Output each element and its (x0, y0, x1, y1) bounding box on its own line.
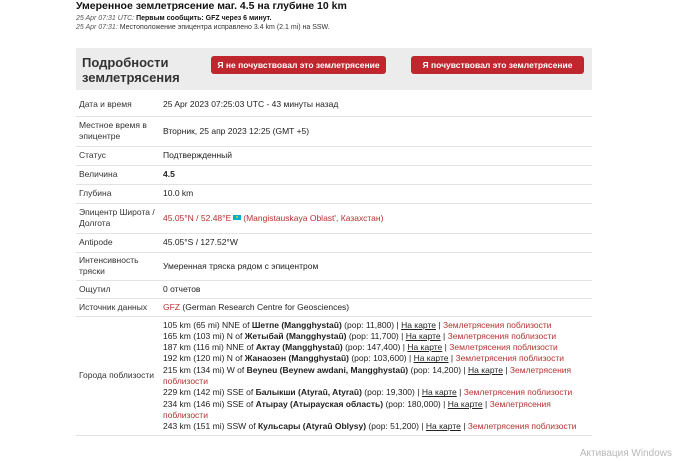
city-name: Атырау (Атырауская область) (255, 398, 384, 409)
update-log (76, 14, 330, 32)
local-time-value: Вторник, 25 апр 2023 12:25 (GMT +5) (163, 116, 592, 146)
local-time-label: Местное время в эпицентре (76, 116, 163, 146)
magnitude-label: Величина (76, 165, 163, 184)
nearby-quakes-link[interactable]: Землетрясения поблизости (163, 364, 572, 386)
row-depth (76, 184, 592, 203)
city-name: Шетпе (Mangghystaū) (251, 319, 342, 330)
city-distance: 243 km (151 mi) SSW of (163, 421, 258, 432)
datetime-value: 25 Apr 2023 07:25:03 UTC - 43 минуты назад (163, 93, 592, 116)
source-fullname: (German Research Centre for Geosciences) (182, 301, 350, 312)
felt-value: 0 отчетов (163, 280, 592, 298)
city-map-link[interactable]: На карте (468, 364, 503, 375)
city-population: (pop: 103,600) (348, 353, 409, 364)
update-entry (76, 14, 330, 23)
epicenter-label: Эпицентр Широта / Долгота (76, 203, 163, 233)
city-population: (pop: 19,300) (361, 387, 418, 398)
nearby-quakes-link[interactable]: Землетрясения поблизости (449, 342, 558, 353)
city-entry (163, 331, 592, 342)
status-value: Подтвержденный (163, 146, 592, 165)
city-distance: 234 km (146 mi) SSE of (163, 398, 256, 409)
source-link[interactable]: GFZ (163, 301, 180, 312)
panel-title-line2: землетрясения (82, 70, 180, 85)
city-population: (pop: 14,200) (408, 364, 464, 375)
epicenter-coords-link[interactable]: 45.05°N / 52.48°E (163, 212, 232, 223)
city-population: (pop: 180,000) (383, 398, 444, 409)
row-felt (76, 280, 592, 298)
city-map-link[interactable]: На карте (447, 398, 483, 409)
epicenter-region: (Mangistauskaya Oblast', Казахстан) (243, 212, 384, 223)
link-separator: | (460, 421, 468, 432)
cities-label: Города поблизости (76, 316, 163, 436)
nearby-quakes-link[interactable]: Землетрясения поблизости (163, 398, 551, 420)
status-label: Статус (76, 146, 163, 165)
nearby-quakes-link[interactable]: Землетрясения поблизости (442, 319, 552, 330)
link-separator: | (408, 353, 414, 364)
city-name: Балыкши (Atyraū, Atyraū) (255, 387, 362, 398)
city-distance: 187 km (116 mi) NNE of (163, 342, 256, 353)
city-map-link[interactable]: На карте (413, 353, 449, 364)
depth-label: Глубина (76, 184, 163, 203)
link-separator: | (401, 330, 406, 341)
datetime-label: Дата и время (76, 93, 163, 116)
city-population: (pop: 51,200) (366, 421, 422, 432)
city-distance: 105 km (65 mi) NNE of (163, 319, 252, 330)
update-entry (76, 23, 330, 32)
intensity-value: Умеренная тряска рядом с эпицентром (163, 252, 592, 280)
city-name: Актау (Mangghystaū) (255, 342, 343, 353)
antipode-label: Antipode (76, 233, 163, 252)
city-entry (163, 365, 592, 388)
link-separator: | (436, 319, 443, 330)
city-entry (163, 421, 592, 432)
source-value (163, 298, 592, 316)
city-entry (163, 353, 592, 364)
city-distance: 165 km (103 mi) N of (163, 330, 245, 341)
nearby-quakes-link[interactable]: Землетрясения поблизости (467, 421, 577, 432)
nearby-quakes-link[interactable]: Землетрясения поблизости (455, 353, 565, 364)
panel-title (82, 55, 180, 85)
epicenter-value (163, 203, 592, 233)
city-distance: 215 km (134 mi) W of (163, 364, 247, 375)
update-text: Первым сообщить: GFZ через 6 минут. (136, 15, 272, 22)
link-separator: | (440, 330, 448, 341)
city-map-link[interactable]: На карте (407, 342, 443, 353)
felt-label: Ощутил (76, 280, 163, 298)
update-time: 25 Apr 07:31: (76, 24, 118, 31)
windows-activation-watermark: Активация Windows (579, 448, 672, 459)
link-separator: | (417, 387, 422, 398)
city-distance: 229 km (142 mi) SSE of (163, 387, 256, 398)
kazakhstan-flag-icon (233, 215, 241, 220)
depth-value: 10.0 km (163, 184, 592, 203)
city-name: Кульсары (Atyraū Oblysy) (257, 421, 367, 432)
link-separator: | (421, 421, 426, 432)
city-name: Жанаозен (Mangghystaū) (244, 353, 349, 364)
row-status (76, 146, 592, 165)
intensity-label: Интенсивность тряски (76, 252, 163, 280)
antipode-link[interactable]: 45.05°S / 127.52°W (163, 233, 592, 252)
panel-title-line1: Подробности (82, 55, 169, 70)
row-magnitude (76, 165, 592, 184)
details-panel-header (76, 48, 592, 90)
link-separator: | (402, 342, 408, 353)
link-separator: | (442, 342, 450, 353)
nearby-quakes-link[interactable]: Землетрясения поблизости (463, 387, 573, 398)
city-population: (pop: 147,400) (342, 342, 403, 353)
row-epicenter (76, 203, 592, 233)
link-separator: | (443, 398, 448, 409)
page-headline: Умеренное землетрясение маг. 4.5 на глубине 10 km (76, 0, 347, 12)
cities-list (163, 316, 592, 436)
source-label: Источник данных (76, 298, 163, 316)
city-name: Жетыбай (Mangghystaū) (244, 330, 347, 341)
city-distance: 192 km (120 mi) N of (163, 353, 245, 364)
city-entry (163, 320, 592, 331)
update-time: 25 Apr 07:31 UTC: (76, 15, 135, 22)
magnitude-value: 4.5 (163, 165, 592, 184)
link-separator: | (482, 398, 490, 409)
update-text: Местоположение эпицентра исправлено 3.4 km (2.1 mi) на SSW. (119, 24, 330, 31)
details-table (76, 93, 592, 436)
link-separator: | (456, 387, 464, 398)
city-name: Beyneu (Beynew awdani, Mangghystaū) (246, 364, 409, 375)
city-entry (163, 387, 592, 398)
city-entry (163, 399, 592, 422)
nearby-quakes-link[interactable]: Землетрясения поблизости (447, 330, 557, 341)
city-map-link[interactable]: На карте (425, 421, 461, 432)
row-intensity (76, 252, 592, 280)
link-separator: | (502, 364, 510, 375)
link-separator: | (448, 353, 456, 364)
city-population: (pop: 11,700) (346, 330, 402, 341)
city-entry (163, 342, 592, 353)
not-felt-button[interactable]: Я не почувствовал это землетрясение (211, 56, 386, 74)
city-map-link[interactable]: На карте (405, 330, 441, 341)
city-population: (pop: 11,800) (341, 319, 397, 330)
link-separator: | (396, 319, 402, 330)
link-separator: | (463, 364, 469, 375)
felt-button[interactable]: Я почувствовал это землетрясение (411, 56, 584, 74)
row-datetime (76, 93, 592, 116)
city-map-link[interactable]: На карте (421, 387, 457, 398)
row-local-time (76, 116, 592, 146)
row-nearby-cities (76, 316, 592, 436)
city-map-link[interactable]: На карте (401, 319, 436, 330)
row-antipode (76, 233, 592, 252)
row-source (76, 298, 592, 316)
